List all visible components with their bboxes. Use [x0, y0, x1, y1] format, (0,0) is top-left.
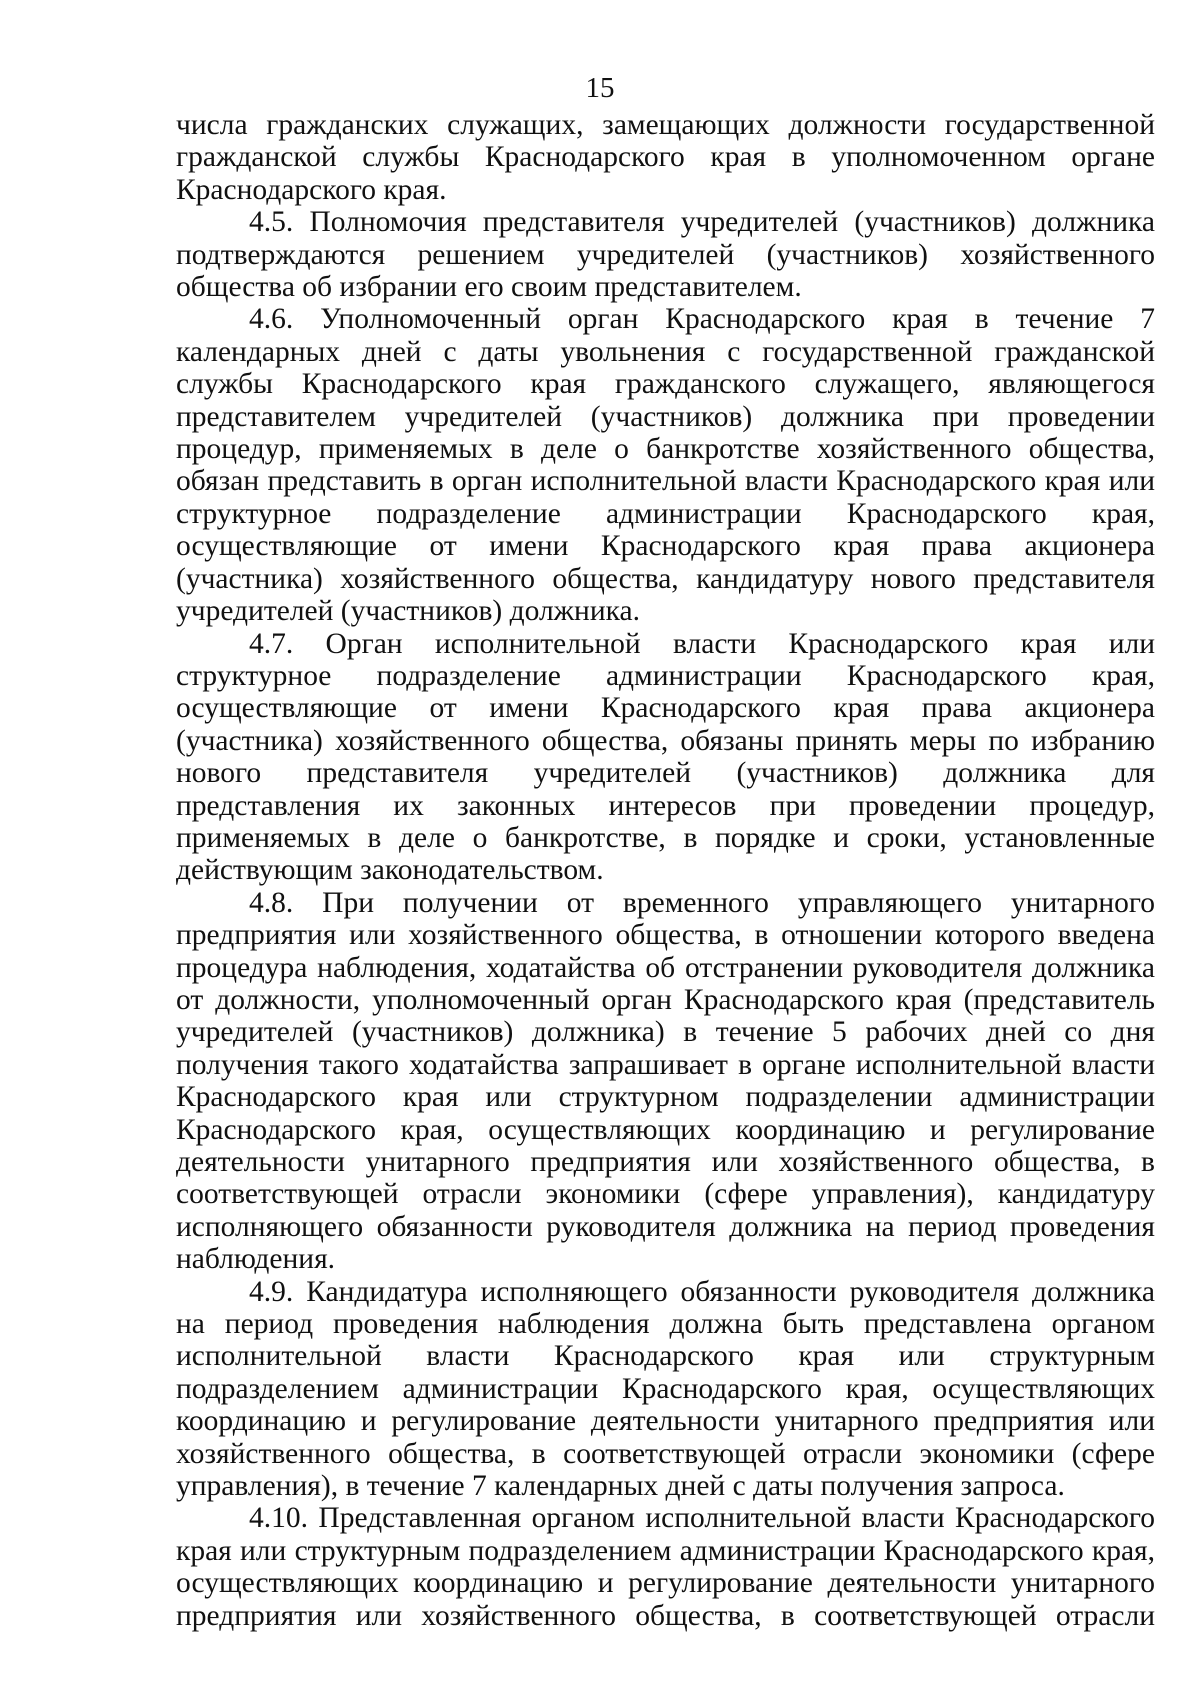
paragraph-4-6: 4.6. Уполномоченный орган Краснодарского края в течение 7 календарных дней с даты увольнения с государственной гражданской службы Краснодарского края гражданского служащего, являющегося представителем учредителей (участников) должника при проведении процедур, применяемых в деле о банкротстве хозяйственного общества, обязан представить в орган исполнительной власти Краснодарского края или структурное подразделение администрации Краснодарского края, осуществляющие от имени Краснодарского края права акционера (участника) хозяйственного общества, кандидатуру нового представителя учредителей (участников) должника. [176, 303, 1155, 628]
paragraph-4-8: 4.8. При получении от временного управляющего унитарного предприятия или хозяйственного общества, в отношении которого введена процедура наблюдения, ходатайства об отстранении руководителя должника от должности, уполномоченный орган Краснодарского края (представитель учредителей (участников) должника) в течение 5 рабочих дней со дня получения такого ходатайства запрашивает в органе исполнительной власти Краснодарского края или структурном подразделении администрации Краснодарского края, осуществляющих координацию и регулирование деятельности унитарного предприятия или хозяйственного общества, в соответствующей отрасли экономики (сфере управления), кандидатуру исполняющего обязанности руководителя должника на период проведения наблюдения. [176, 886, 1155, 1276]
paragraph-4-10: 4.10. Представленная органом исполнительной власти Краснодарского края или структурным подразделением администрации Краснодарского края, осуществляющих координацию и регулирование деятельности унитарного предприятия или хозяйственного общества, в соответствующей отрасли [176, 1502, 1155, 1632]
paragraph-4-5: 4.5. Полномочия представителя учредителей (участников) должника подтверждаются решением учредителей (участников) хозяйственного общества об избрании его своим представителем. [176, 206, 1155, 304]
paragraph-continuation: числа гражданских служащих, замещающих должности государственной гражданской службы Краснодарского края в уполномоченном органе Краснодарского края. [176, 109, 1155, 206]
paragraph-4-9: 4.9. Кандидатура исполняющего обязанности руководителя должника на период проведения наблюдения должна быть представлена органом исполнительной власти Краснодарского края или структурным подразделением администрации Краснодарского края, осуществляющих координацию и регулирование деятельности унитарного предприятия или хозяйственного общества, в соответствующей отрасли экономики (сфере управления), в течение 7 календарных дней с даты получения запроса. [176, 1275, 1155, 1503]
paragraph-4-7: 4.7. Орган исполнительной власти Краснодарского края или структурное подразделение администрации Краснодарского края, осуществляющие от имени Краснодарского края права акционера (участника) хозяйственного общества, обязаны принять меры по избранию нового представителя учредителей (участников) должника для представления их законных интересов при проведении процедур, применяемых в деле о банкротстве, в порядке и сроки, установленные действующим законодательством. [176, 627, 1155, 887]
page-number: 15 [585, 72, 615, 104]
body-text [176, 109, 1155, 1632]
